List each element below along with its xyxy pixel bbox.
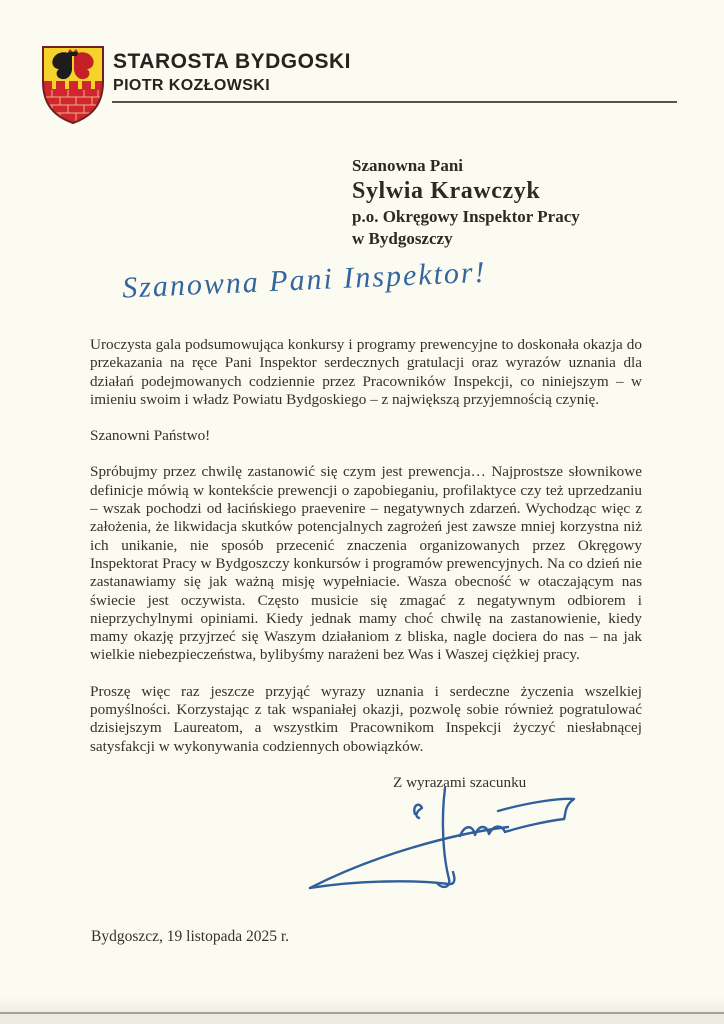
closing-line: Z wyrazami szacunku <box>393 773 527 791</box>
letterhead <box>0 0 724 130</box>
letter-body <box>90 336 642 810</box>
recipient-place: w Bydgoszczy <box>352 229 453 248</box>
recipient-name: Sylwia Krawczyk <box>352 178 541 204</box>
body-salutation: Szanowni Państwo! <box>90 427 211 445</box>
recipient-salutation: Szanowna Pani <box>352 156 463 175</box>
recipient-role: p.o. Okręgowy Inspektor Pracy <box>352 207 580 226</box>
letterhead-rule <box>112 101 677 103</box>
paragraph: Uroczysta gala podsumowująca konkursy i programy prewencyjne to doskonała okazja do przekazania na ręce Pani Inspektor serdecznych gratulacji oraz wyrazów uznania dla działań podejmowanych codziennie przez Pracowników Inspekcji, co niniejszym – w imieniu swoim i władz Powiatu Bydgoskiego – z największą przyjemnością czynię. <box>90 336 642 408</box>
coat-of-arms-icon <box>40 44 106 126</box>
letterhead-title: STAROSTA BYDGOSKI <box>113 50 351 73</box>
scan-fade <box>0 996 724 1012</box>
letterhead-subtitle: PIOTR KOZŁOWSKI <box>113 77 271 94</box>
paragraph: Proszę więc raz jeszcze przyjąć wyrazy uznania i serdeczne życzenia wszelkiej pomyślności. Korzystając z tak wspaniałej okazji, pozwolę sobie również pogratulować dzisiejszym Laureatom, a wszystkim Pracownikom Inspekcji życzyć niesłabnącej satysfakcji w wykonywania codziennych obowiązków. <box>90 682 642 755</box>
recipient-block <box>352 155 580 250</box>
handwritten-greeting: Szanowna Pani Inspektor! <box>121 255 488 305</box>
paragraph: Spróbujmy przez chwilę zastanowić się czym jest prewencja… Najprostsze słownikowe definicje mówią w kontekście prewencji o zapobieganiu, profilaktyce czy też uprzedzaniu – wszak pochodzi od łacińskiego praevenire – negatywnych zdarzeń. Wychodząc więc z założenia, że likwidacja skutków potencjalnych zagrożeń jest zawsze mniej korzystna niż ich unikanie, nie sposób przecenić znaczenia organizowanych przez Okręgowy Inspektorat Pracy w Bydgoszczy konkursów i programów prewencyjnych. Na co dzień nie zastanawiamy się jak ważną misję wypełniacie. Wasza obecność w otaczającym nas świecie jest oczywista. Często musicie się zmagać z negatywnym odbiorem i nieprzychylnymi opiniami. Kiedy jednak mamy choć chwilę na zastanowienie, kiedy mamy okazję przyjrzeć się Waszym działaniom z bliska, nagle dociera do nas – na jak wielkie niebezpieczeństwa, bylibyśmy narażeni bez Was i Waszej ciężkiej pracy. <box>90 463 642 664</box>
handwritten-signature-icon <box>302 782 594 898</box>
scan-edge-below <box>0 1014 724 1024</box>
letterhead-text <box>113 50 351 96</box>
date-line: Bydgoszcz, 19 listopada 2025 r. <box>91 928 290 945</box>
